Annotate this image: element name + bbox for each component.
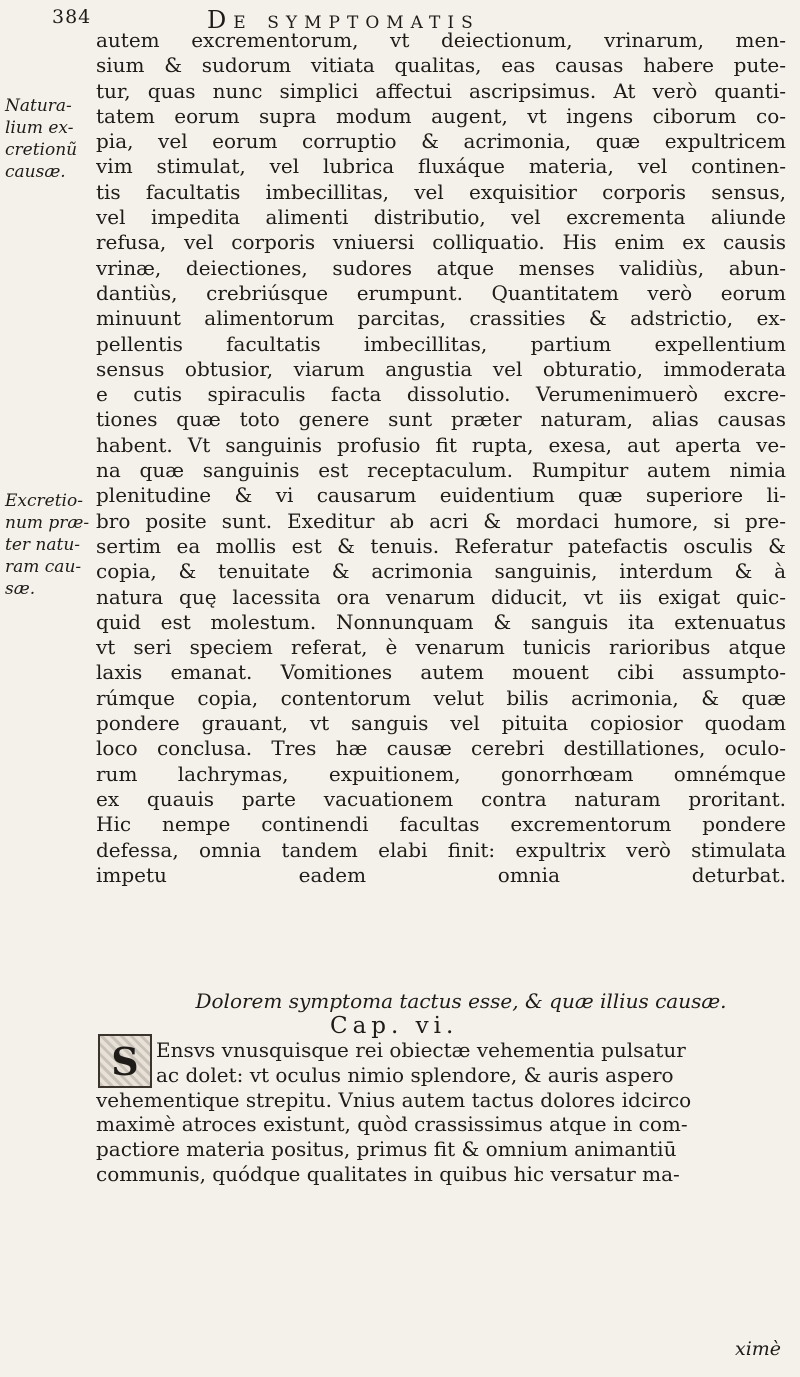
- text-line: vehementique strepitu. Vnius autem tactus dolores idcirco: [96, 1087, 692, 1112]
- text-line: pellentis facultatis imbecillitas, partium expellentium: [96, 331, 786, 356]
- text-line: loco conclusa. Tres hæ causæ cerebri destillationes, oculo-: [96, 736, 786, 761]
- chapter-number: Cap. vi.: [330, 1013, 459, 1039]
- margin-note-natural-excretion: [5, 95, 87, 183]
- text-line: Hic nempe continendi facultas excrementorum pondere: [96, 812, 786, 837]
- catchword: ximè: [735, 1338, 782, 1360]
- text-line: refusa, vel corporis vniuersi colliquatio. His enim ex causis: [96, 230, 786, 255]
- text-line: tis facultatis imbecillitas, vel exquisitior corporis sensus,: [96, 179, 786, 204]
- text-line: ac dolet: vt oculus nimio splendore, & auris aspero: [156, 1062, 674, 1087]
- text-line: autem excrementorum, vt deiectionum, vrinarum, men-: [96, 28, 786, 52]
- running-title: De symptomatis: [207, 6, 480, 34]
- text-line: pactiore materia positus, primus fit & omnium animantiū: [96, 1137, 677, 1162]
- text-line: dantiùs, crebriúsque erumpunt. Quantitatem verò eorum: [96, 280, 786, 305]
- text-line: tatem eorum supra modum augent, vt ingens ciborum co-: [96, 103, 786, 128]
- text-line: Ensvs vnusquisque rei obiectæ vehementia pulsatur: [156, 1038, 686, 1062]
- text-line: laxis emanat. Vomitiones autem mouent cibi assumpto-: [96, 660, 786, 685]
- text-line: tur, quas nunc simplici affectui ascripsimus. At verò quanti-: [96, 78, 786, 103]
- margin-note-unnatural-excretion: [5, 490, 90, 600]
- text-line: vel impedita alimenti distributio, vel excrementa aliunde: [96, 205, 786, 230]
- text-line: natura quę lacessita ora venarum diducit, vt iis exigat quic-: [96, 584, 786, 609]
- margin-note-line: Natura-: [5, 96, 72, 116]
- margin-note-line: num præ-: [5, 513, 90, 533]
- margin-note-line: sæ.: [5, 579, 36, 599]
- text-line: rúmque copia, contentorum velut bilis acrimonia, & quæ: [96, 685, 786, 710]
- text-line: ex quauis parte vacuationem contra naturam proritant.: [96, 786, 786, 811]
- drop-cap-letter: S: [111, 1038, 139, 1084]
- text-line: communis, quódque qualitates in quibus hic versatur ma-: [96, 1161, 680, 1186]
- text-line: minuunt alimentorum parcitas, crassities & adstrictio, ex-: [96, 306, 786, 331]
- text-line: vrinæ, deiectiones, sudores atque menses validiùs, abun-: [96, 255, 786, 280]
- margin-note-line: ram cau-: [5, 557, 82, 577]
- text-line: quid est molestum. Nonnunquam & sanguis ita extenuatus: [96, 609, 786, 634]
- text-line: vt seri speciem referat, è venarum tunicis rarioribus atque: [96, 635, 786, 660]
- margin-note-line: Excretio-: [5, 491, 83, 511]
- margin-note-line: causæ.: [5, 162, 66, 182]
- text-line: plenitudine & vi causarum euidentium quæ superiore li-: [96, 483, 786, 508]
- margin-note-line: ter natu-: [5, 535, 81, 555]
- text-line: maximè atroces existunt, quòd crassissimus atque in com-: [96, 1112, 688, 1137]
- chapter-subheading: Dolorem symptoma tactus esse, & quæ illius causæ.: [195, 989, 727, 1013]
- main-text: [96, 28, 786, 888]
- text-line: pondere grauant, vt sanguis vel pituita copiosior quodam: [96, 711, 786, 736]
- text-line: habent. Vt sanguinis profusio fit rupta, exesa, aut aperta ve-: [96, 432, 786, 457]
- margin-note-line: lium ex-: [5, 118, 74, 138]
- text-line: pia, vel eorum corruptio & acrimonia, quæ expultricem: [96, 129, 786, 154]
- text-line: sensus obtusior, viarum angustia vel obturatio, immoderata: [96, 356, 786, 381]
- text-line: defessa, omnia tandem elabi finit: expultrix verò stimulata: [96, 837, 786, 862]
- margin-note-line: cretionũ: [5, 140, 78, 160]
- text-line: impetu eadem omnia deturbat.: [96, 862, 786, 887]
- text-line: tiones quæ toto genere sunt præter naturam, alias causas: [96, 407, 786, 432]
- text-line: e cutis spiraculis facta dissolutio. Verumenimuerò excre-: [96, 382, 786, 407]
- text-line: sertim ea mollis est & tenuis. Referatur patefactis osculis &: [96, 533, 786, 558]
- text-line: vim stimulat, vel lubrica fluxáque materia, vel continen-: [96, 154, 786, 179]
- text-line: bro posite sunt. Exeditur ab acri & mordaci humore, si pre-: [96, 508, 786, 533]
- text-line: sium & sudorum vitiata qualitas, eas causas habere pute-: [96, 53, 786, 78]
- text-line: copia, & tenuitate & acrimonia sanguinis, interdum & à: [96, 559, 786, 584]
- text-line: na quæ sanguinis est receptaculum. Rumpitur autem nimia: [96, 458, 786, 483]
- page-number: 384: [52, 6, 92, 28]
- text-line: rum lachrymas, expuitionem, gonorrhœam omnémque: [96, 761, 786, 786]
- chapter-text: [96, 1038, 786, 1187]
